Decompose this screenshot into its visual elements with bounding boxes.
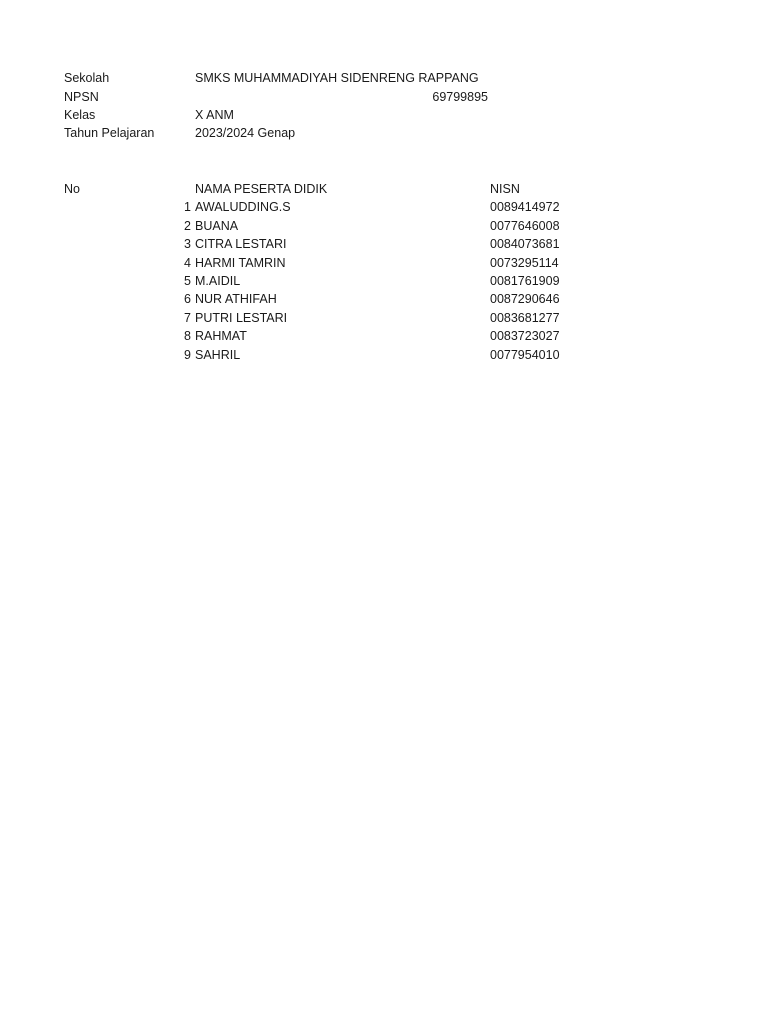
student-nisn: 0083723027 xyxy=(490,329,560,344)
tahun-label: Tahun Pelajaran xyxy=(64,126,155,140)
student-name: CITRA LESTARI xyxy=(195,237,287,252)
row-number: 3 xyxy=(184,237,191,252)
table-header xyxy=(0,180,768,198)
student-name: RAHMAT xyxy=(195,329,247,344)
student-nisn: 0083681277 xyxy=(490,310,560,325)
student-name: SAHRIL xyxy=(195,347,241,362)
student-name: AWALUDDING.S xyxy=(195,200,291,215)
meta-row-tahun xyxy=(0,124,768,142)
student-nisn: 0081761909 xyxy=(490,273,560,288)
tahun-value: 2023/2024 Genap xyxy=(195,126,296,140)
table-row xyxy=(0,346,768,364)
kelas-value: X ANM xyxy=(195,108,234,122)
column-header-name: NAMA PESERTA DIDIK xyxy=(195,182,328,196)
student-nisn: 0077646008 xyxy=(490,218,560,233)
table-row xyxy=(0,235,768,253)
table-row xyxy=(0,254,768,272)
student-name: PUTRI LESTARI xyxy=(195,310,288,325)
student-nisn: 0077954010 xyxy=(490,347,560,362)
meta-row-sekolah xyxy=(0,69,768,87)
table-row xyxy=(0,272,768,290)
npsn-value: 69799895 xyxy=(432,90,488,104)
sekolah-value: SMKS MUHAMMADIYAH SIDENRENG RAPPANG xyxy=(195,71,479,85)
column-header-nisn: NISN xyxy=(490,182,520,196)
student-nisn: 0089414972 xyxy=(490,200,560,215)
table-row xyxy=(0,327,768,345)
table-row xyxy=(0,198,768,216)
student-name: BUANA xyxy=(195,218,239,233)
row-number: 5 xyxy=(184,273,191,288)
student-name: HARMI TAMRIN xyxy=(195,255,286,270)
row-number: 9 xyxy=(184,347,191,362)
student-name: NUR ATHIFAH xyxy=(195,292,277,307)
table-row xyxy=(0,217,768,235)
row-number: 6 xyxy=(184,292,191,307)
meta-row-kelas xyxy=(0,106,768,124)
column-header-no: No xyxy=(64,182,80,196)
table-row xyxy=(0,309,768,327)
student-table xyxy=(0,180,768,364)
student-name: M.AIDIL xyxy=(195,273,241,288)
student-nisn: 0087290646 xyxy=(490,292,560,307)
row-number: 8 xyxy=(184,329,191,344)
kelas-label: Kelas xyxy=(64,108,96,122)
row-number: 2 xyxy=(184,218,191,233)
sekolah-label: Sekolah xyxy=(64,71,110,85)
student-nisn: 0073295114 xyxy=(490,255,559,270)
row-number: 4 xyxy=(184,255,191,270)
row-number: 7 xyxy=(184,310,191,325)
row-number: 1 xyxy=(184,200,191,215)
meta-row-npsn xyxy=(0,88,768,106)
table-row xyxy=(0,290,768,308)
student-nisn: 0084073681 xyxy=(490,237,560,252)
npsn-label: NPSN xyxy=(64,90,99,104)
